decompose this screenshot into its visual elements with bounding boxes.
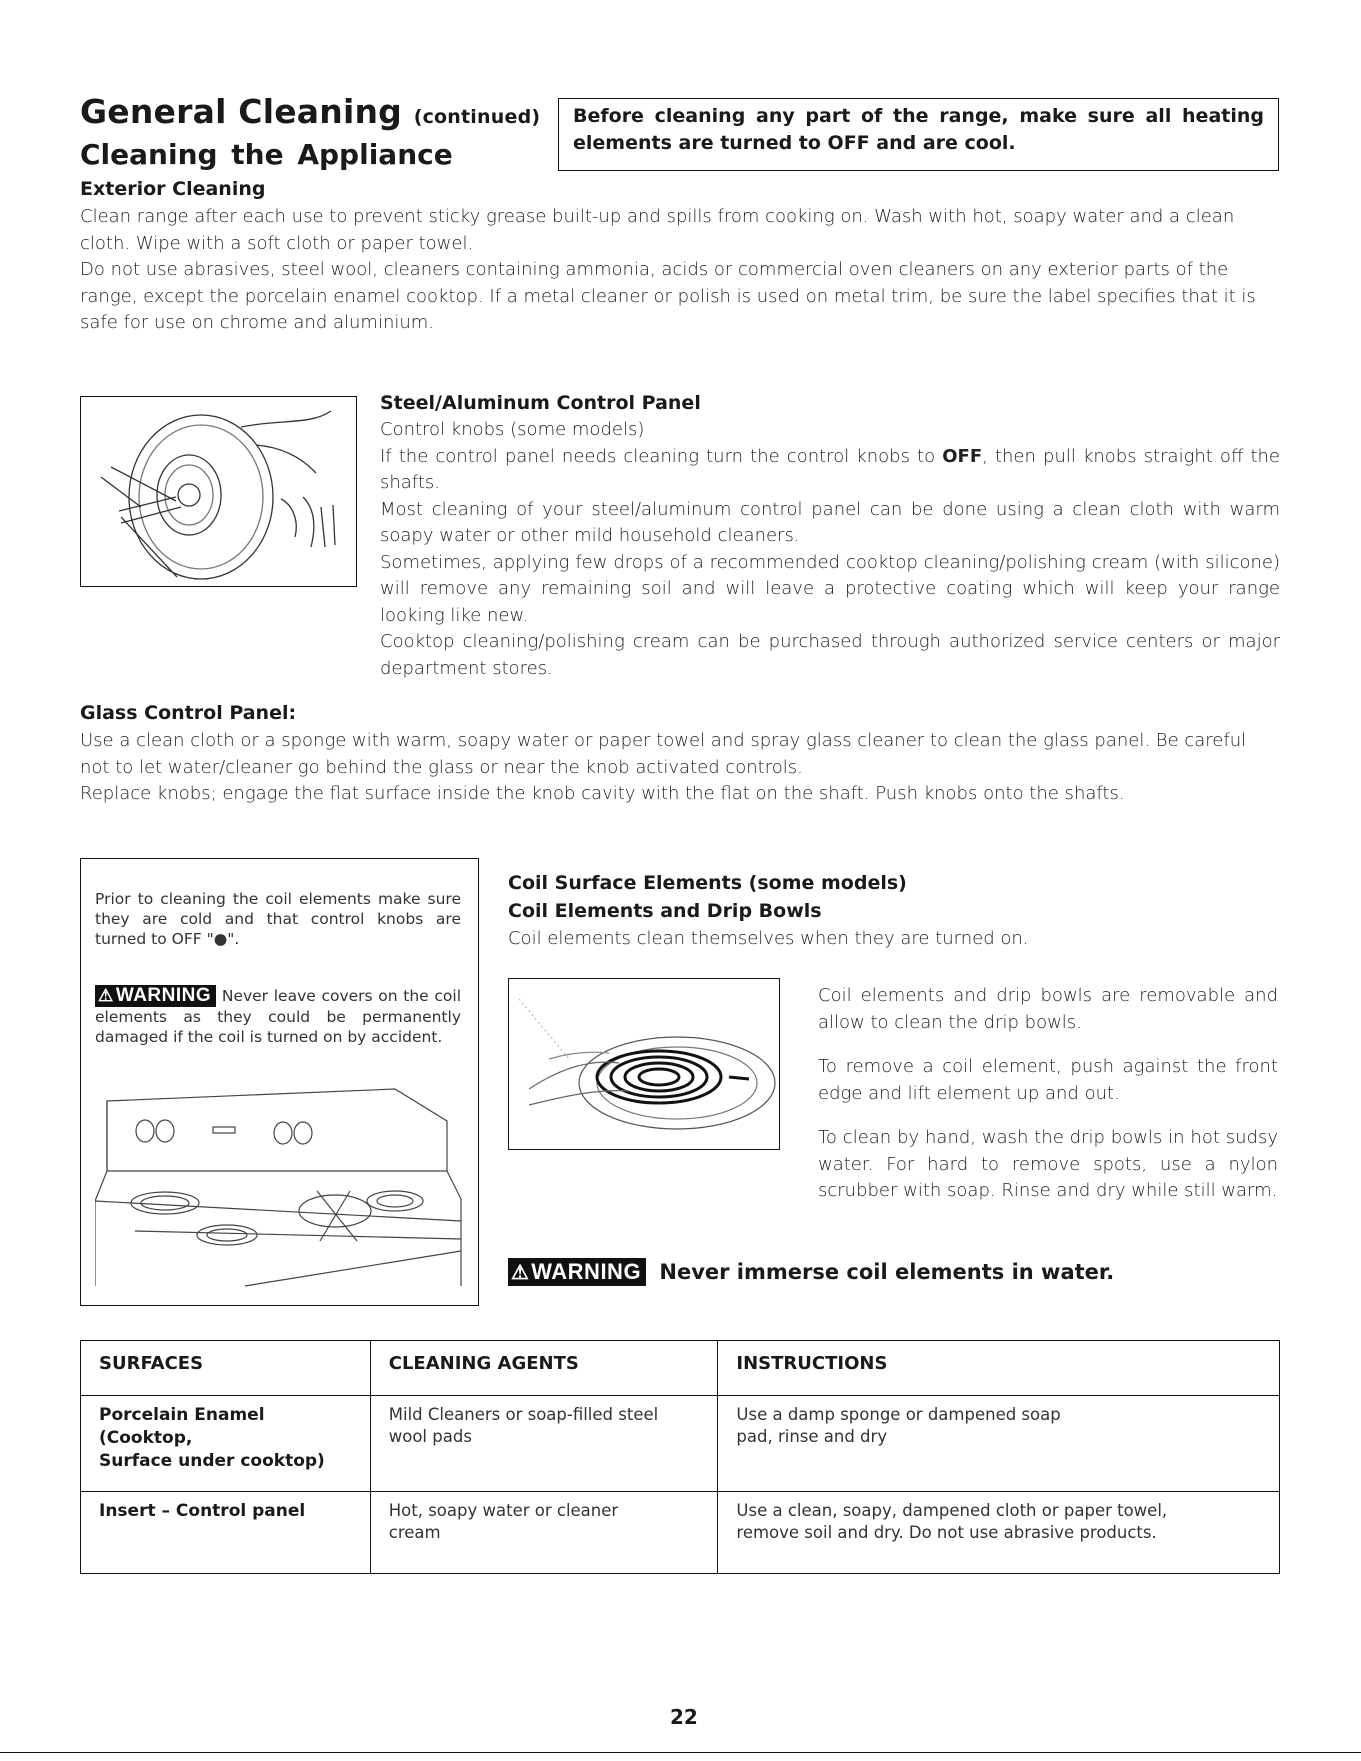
coil-immerse-warning (508, 1258, 1114, 1286)
steel-panel-p1-before: If the control panel needs cleaning turn the control knobs to (380, 445, 943, 467)
steel-panel-paragraph-3: Sometimes, applying few drops of a recommended cooktop cleaning/polishing cream (with silicone) will remove any remaining soil and will leave a protective coating which will keep your range looking like new. (380, 551, 1280, 626)
coil-instructions (818, 983, 1278, 1205)
warning-triangle-icon: ⚠ (511, 1262, 530, 1284)
steel-panel-paragraph-4: Cooktop cleaning/polishing cream can be purchased through authorized service centers or major department stores. (380, 631, 1280, 679)
warning-badge-label: WARNING (115, 985, 212, 1006)
table-cell-agents: Mild Cleaners or soap-filled steel wool pads (370, 1396, 718, 1492)
surface-line: (Cooktop, (99, 1428, 193, 1448)
warning-triangle-icon: ⚠ (98, 986, 114, 1005)
surface-line: Insert – Control panel (99, 1501, 306, 1521)
exterior-text (80, 204, 1280, 337)
table-cell-surface (81, 1492, 371, 1574)
page-title-suffix: (continued) (413, 106, 541, 128)
table-header-cell: INSTRUCTIONS (718, 1341, 1280, 1396)
exterior-paragraph-2: Do not use abrasives, steel wool, cleaners containing ammonia, acids or commercial oven cleaners on any exterior parts of the range, except the porcelain enamel cooktop. If a metal cleaner or polish is used on metal trim, be sure the label specifies that it is safe for use on chrome and aluminium. (80, 259, 1256, 333)
glass-panel-paragraph-2: Replace knobs; engage the flat surface inside the knob cavity with the flat on the shaft. Push knobs onto the shafts. (80, 783, 1125, 804)
table-header-cell: CLEANING AGENTS (370, 1341, 718, 1396)
page-title-text: General Cleaning (80, 92, 402, 131)
coil-heading-1: Coil Surface Elements (some models) (508, 872, 907, 894)
cleaning-table (80, 1340, 1280, 1574)
warning-badge-label: WARNING (531, 1259, 642, 1284)
glass-panel-heading: Glass Control Panel: (80, 702, 297, 724)
surface-line: Porcelain Enamel (99, 1405, 265, 1425)
surface-line: Surface under cooktop) (99, 1451, 325, 1471)
coil-warning-box (80, 858, 479, 1306)
steel-panel-p1-bold: OFF (942, 445, 983, 467)
coil-paragraph-1: Coil elements and drip bowls are removable and allow to clean the drip bowls. (818, 985, 1278, 1033)
control-knob-figure (80, 396, 357, 587)
glass-panel-text (80, 728, 1280, 808)
safety-notice (558, 98, 1279, 171)
steel-panel-heading: Steel/Aluminum Control Panel (380, 392, 701, 414)
table-header-cell: SURFACES (81, 1341, 371, 1396)
coil-intro: Coil elements clean themselves when they are turned on. (508, 928, 1029, 949)
warning-badge (95, 985, 216, 1007)
range-illustration (95, 1081, 467, 1293)
control-knob-illustration (81, 397, 355, 585)
coil-warning-text: Never leave covers on the coil elements as they could be permanently damaged if the coil is turned on by accident. (95, 987, 462, 1046)
table-cell-instructions: Use a damp sponge or dampened soap pad, rinse and dry (718, 1396, 1280, 1492)
exterior-heading: Exterior Cleaning (80, 178, 266, 200)
page-number: 22 (670, 1705, 698, 1729)
page-title (80, 92, 540, 131)
coil-element-illustration (509, 979, 779, 1149)
page-subtitle: Cleaning the Appliance (80, 138, 453, 171)
table-cell-surface (81, 1396, 371, 1492)
steel-panel-text (380, 417, 1280, 682)
table-cell-instructions: Use a clean, soapy, dampened cloth or paper towel, remove soil and dry. Do not use abrasive products. (718, 1492, 1280, 1574)
steel-panel-p1-after: , then pull knobs straight off the shafts. (380, 445, 1280, 493)
exterior-paragraph-1: Clean range after each use to prevent sticky grease built-up and spills from cooking on. Wash with hot, soapy water and a clean cloth. Wipe with a soft cloth or paper towel. (80, 206, 1235, 254)
steel-panel-paragraph-2: Most cleaning of your steel/aluminum control panel can be done using a clean cloth with warm soapy water or other mild household cleaners. (380, 498, 1280, 546)
table-header-row (81, 1341, 1280, 1396)
coil-element-figure (508, 978, 780, 1150)
safety-notice-text: Before cleaning any part of the range, make sure all heating elements are turned to OFF and are cool. (573, 105, 1264, 154)
table-cell-agents: Hot, soapy water or cleaner cream (370, 1492, 718, 1574)
steel-panel-paragraph-1 (380, 444, 1280, 497)
coil-immerse-warning-text: Never immerse coil elements in water. (659, 1260, 1115, 1284)
coil-heading-2: Coil Elements and Drip Bowls (508, 900, 822, 922)
glass-panel-paragraph-1: Use a clean cloth or a sponge with warm, soapy water or paper towel and spray glass cleaner to clean the glass panel. Be careful not to let water/cleaner go behind the glass or near the knob activated controls. (80, 730, 1247, 778)
warning-badge (508, 1258, 646, 1286)
coil-paragraph-3: To clean by hand, wash the drip bowls in hot sudsy water. For hard to remove spots, use a nylon scrubber with soap. Rinse and dry while still warm. (818, 1127, 1278, 1201)
coil-paragraph-2: To remove a coil element, push against the front edge and lift element up and out. (818, 1056, 1278, 1104)
coil-warning-paragraph (95, 985, 461, 1047)
table-row (81, 1396, 1280, 1492)
coil-prior-text: Prior to cleaning the coil elements make sure they are cold and that control knobs are turned to OFF "●". (95, 890, 461, 948)
bottom-rule (0, 1752, 1361, 1753)
table-row (81, 1492, 1280, 1574)
steel-panel-subheading: Control knobs (some models) (380, 419, 645, 440)
